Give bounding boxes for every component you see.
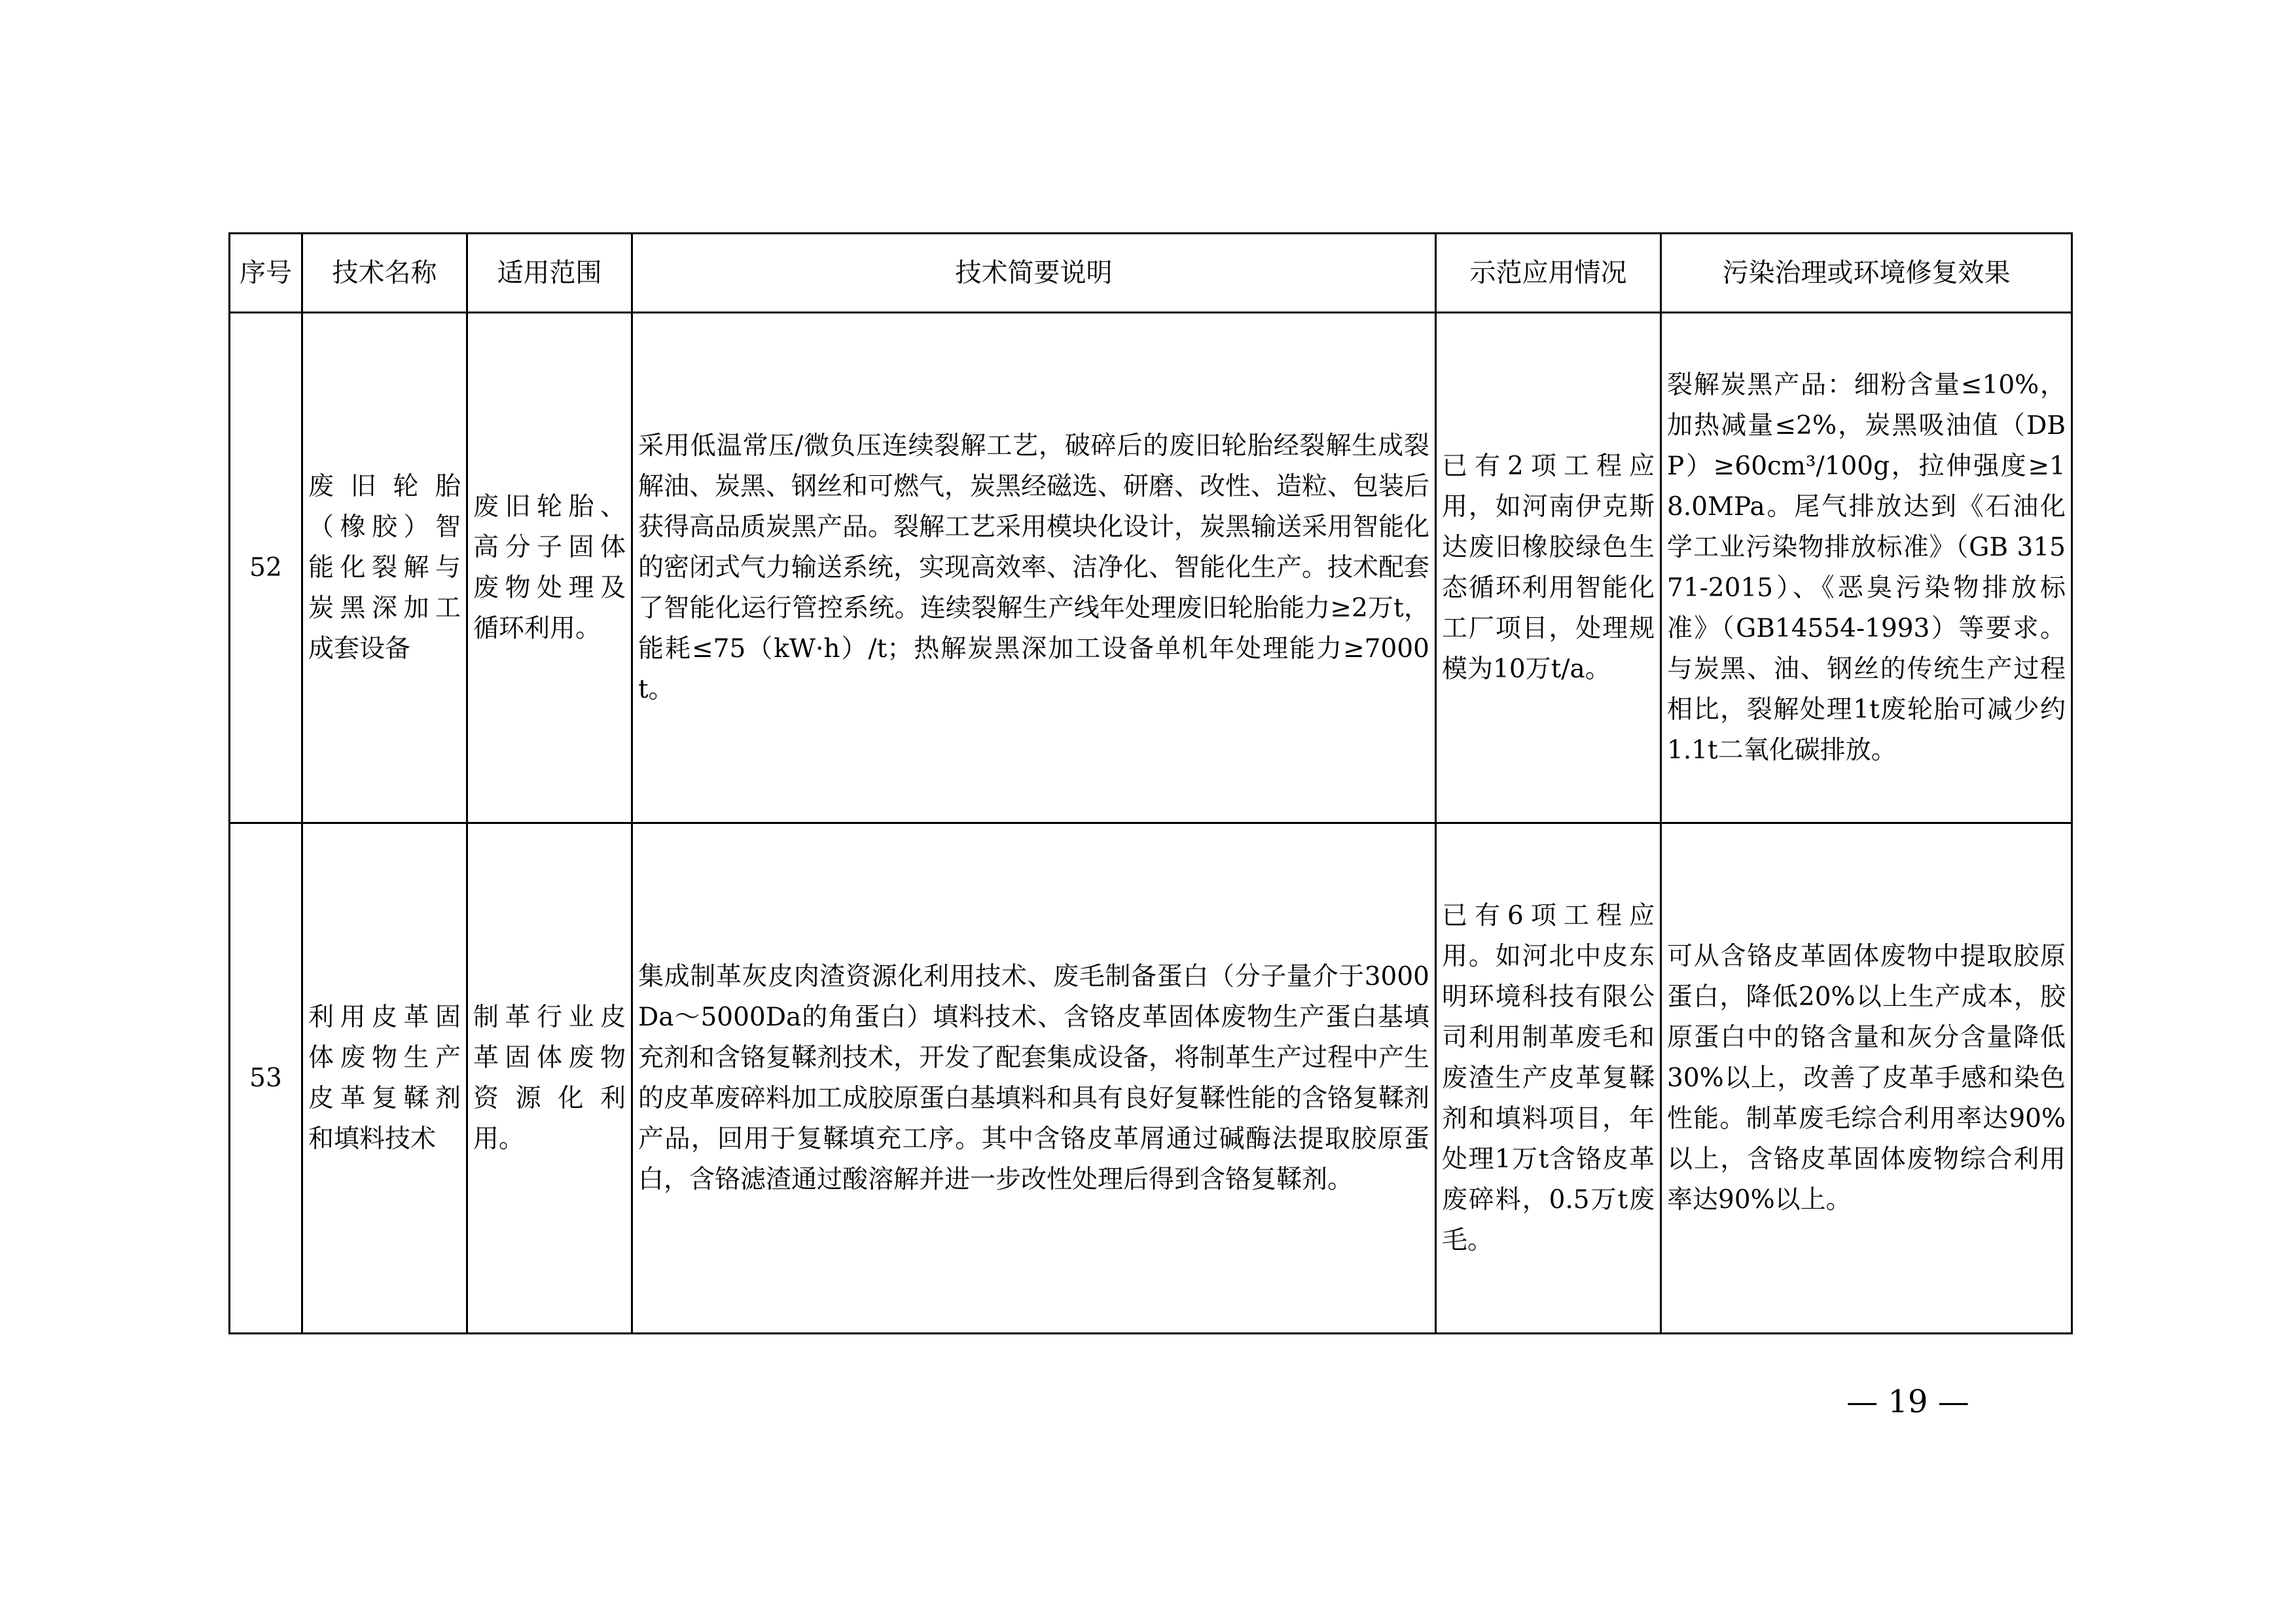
header-name: 技术名称 [302,234,467,313]
cell-description: 集成制革灰皮肉渣资源化利用技术、废毛制备蛋白（分子量介于3000Da～5000Da的角蛋白）填料技术、含铬皮革固体废物生产蛋白基填充剂和含铬复鞣剂技术，开发了配套集成设备，将制革生产过程中产生的皮革废碎料加工成胶原蛋白基填料和具有良好复鞣性能的含铬复鞣剂产品，回用于复鞣填充工序。其中含铬皮革屑通过碱酶法提取胶原蛋白，含铬滤渣通过酸溶解并进一步改性处理后得到含铬复鞣剂。 [632,823,1436,1334]
cell-seq: 52 [230,313,302,823]
cell-name: 利用皮革固体废物生产皮革复鞣剂和填料技术 [302,823,467,1334]
cell-application: 已有2项工程应用，如河南伊克斯达废旧橡胶绿色生态循环利用智能化工厂项目，处理规模为10万t/a。 [1436,313,1661,823]
cell-scope: 废旧轮胎、高分子固体废物处理及循环利用。 [467,313,632,823]
cell-name: 废旧轮胎（橡胶）智能化裂解与炭黑深加工成套设备 [302,313,467,823]
cell-effect: 裂解炭黑产品：细粉含量≤10%，加热减量≤2%，炭黑吸油值（DBP）≥60cm³/100g，拉伸强度≥18.0MPa。尾气排放达到《石油化学工业污染物排放标准》（GB 31571-2015）、《恶臭污染物排放标准》（GB14554-1993）等要求。与炭黑、油、钢丝的传统生产过程相比，裂解处理1t废轮胎可减少约1.1t二氧化碳排放。 [1661,313,2072,823]
header-description: 技术简要说明 [632,234,1436,313]
header-scope: 适用范围 [467,234,632,313]
cell-description: 采用低温常压/微负压连续裂解工艺，破碎后的废旧轮胎经裂解生成裂解油、炭黑、钢丝和可燃气，炭黑经磁选、研磨、改性、造粒、包装后获得高品质炭黑产品。裂解工艺采用模块化设计，炭黑输送采用智能化的密闭式气力输送系统，实现高效率、洁净化、智能化生产。技术配套了智能化运行管控系统。连续裂解生产线年处理废旧轮胎能力≥2万t，能耗≤75（kW·h）/t；热解炭黑深加工设备单机年处理能力≥7000t。 [632,313,1436,823]
header-effect: 污染治理或环境修复效果 [1661,234,2072,313]
table-row [230,823,2072,1334]
cell-effect: 可从含铬皮革固体废物中提取胶原蛋白，降低20%以上生产成本，胶原蛋白中的铬含量和灰分含量降低30%以上，改善了皮革手感和染色性能。制革废毛综合利用率达90%以上，含铬皮革固体废物综合利用率达90%以上。 [1661,823,2072,1334]
cell-application: 已有6项工程应用。如河北中皮东明环境科技有限公司利用制革废毛和废渣生产皮革复鞣剂和填料项目，年处理1万t含铬皮革废碎料，0.5万t废毛。 [1436,823,1661,1334]
technology-table [228,232,2073,1334]
cell-scope: 制革行业皮革固体废物资源化利用。 [467,823,632,1334]
header-seq: 序号 [230,234,302,313]
table-header-row [230,234,2072,313]
cell-seq: 53 [230,823,302,1334]
header-application: 示范应用情况 [1436,234,1661,313]
table-row [230,313,2072,823]
page-number: — 19 — [1846,1383,1969,1420]
